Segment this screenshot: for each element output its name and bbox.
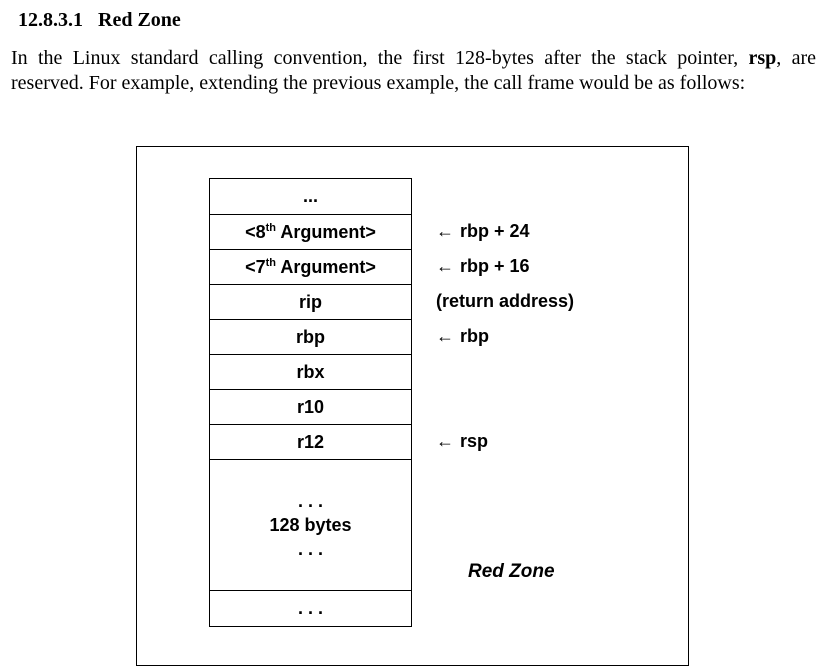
paragraph-text-1: In the Linux standard calling convention, the first 128-bytes after the stack pointer,	[11, 47, 739, 69]
stack-cell-rbp	[210, 320, 411, 355]
stack-cell-arg8	[210, 215, 411, 250]
paragraph-text-2: , are reserved. For example, extending the previous example, the call frame would be as follows:	[11, 47, 817, 94]
annotation-rbp-text: rbp	[460, 326, 489, 346]
stack-cell-arg7	[210, 250, 411, 285]
rbx-label: rbx	[296, 361, 325, 382]
rip-label: rip	[298, 291, 322, 312]
annotation-arg7	[436, 249, 530, 284]
stack-bottom-ellipsis: . . .	[297, 598, 323, 618]
red-zone-label: Red Zone	[468, 561, 555, 582]
annotation-rsp	[436, 424, 488, 459]
stack-cell-bottom	[210, 591, 411, 626]
stack-cell-top	[210, 179, 411, 215]
annotation-arg8	[436, 214, 530, 249]
r10-label: r10	[296, 396, 325, 417]
arg7-label: <7th Argument>	[245, 256, 376, 277]
stack-diagram	[209, 178, 412, 627]
annotation-rbp	[436, 319, 489, 354]
stack-cell-rbx	[210, 355, 411, 390]
section-number: 12.8.3.1	[18, 9, 83, 31]
left-arrow-icon: ←	[436, 256, 454, 276]
annotation-arg7-text: rbp + 16	[460, 256, 530, 276]
annotation-rip	[436, 284, 574, 319]
stack-cell-r10	[210, 390, 411, 425]
redzone-dots-bottom: . . .	[297, 539, 323, 559]
rbp-label: rbp	[296, 326, 325, 347]
annotation-rsp-text: rsp	[460, 431, 489, 451]
body-paragraph	[11, 46, 816, 96]
redzone-dots-top: . . .	[297, 491, 323, 511]
redzone-size-label: 128 bytes	[269, 515, 352, 535]
annotation-rip-text: (return address)	[436, 291, 575, 311]
annotation-arg8-text: rbp + 24	[460, 221, 530, 241]
stack-top-ellipsis: ...	[302, 186, 318, 206]
left-arrow-icon: ←	[436, 431, 454, 451]
r12-label: r12	[296, 431, 325, 452]
left-arrow-icon: ←	[436, 221, 454, 241]
section-heading	[18, 9, 181, 32]
section-title: Red Zone	[98, 9, 181, 31]
stack-cell-rip	[210, 285, 411, 320]
stack-cell-red-zone	[210, 460, 411, 591]
register-rsp: rsp	[748, 47, 777, 69]
arg8-label: <8th Argument>	[245, 221, 376, 242]
stack-cell-r12	[210, 425, 411, 460]
left-arrow-icon: ←	[436, 326, 454, 346]
